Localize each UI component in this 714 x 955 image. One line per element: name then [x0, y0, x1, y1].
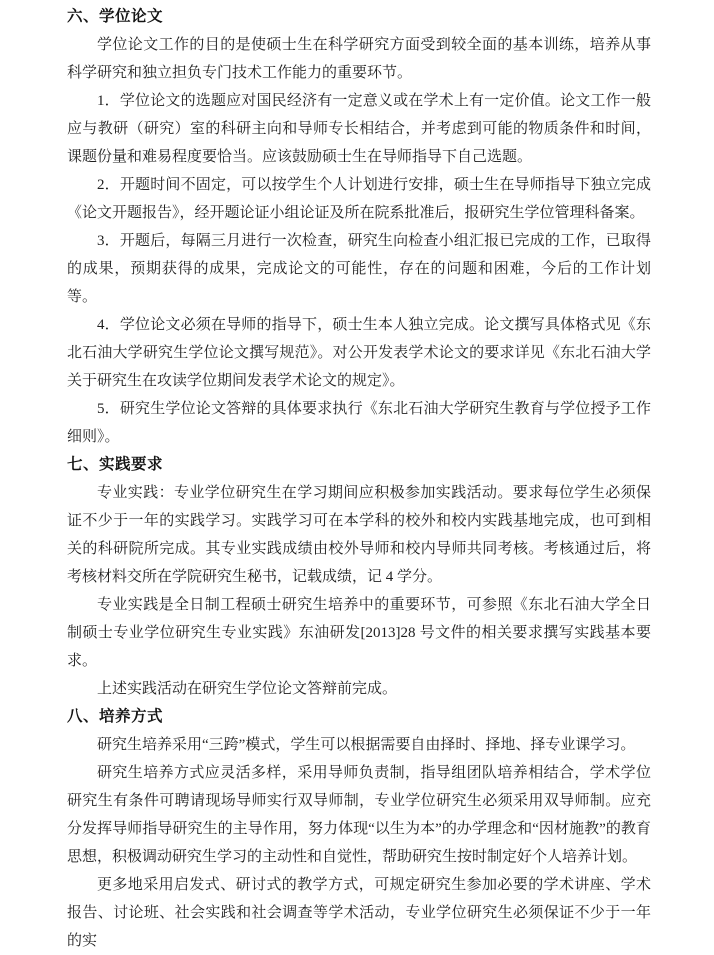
practice-fulltime-engineering-paragraph: 专业实践是全日制工程硕士研究生培养中的重要环节，可参照《东北石油大学全日制硕士专业学位研究生专业实践》东油研发[2013]28 号文件的相关要求撰写实践基本要求。 — [67, 597, 651, 669]
thesis-purpose-paragraph: 学位论文工作的目的是使硕士生在科学研究方面受到较全面的基本训练，培养从事科学研究和独立担负专门技术工作能力的重要环节。 — [67, 37, 651, 81]
thesis-item-1-topic-selection: 1．学位论文的选题应对国民经济有一定意义或在学术上有一定价值。论文工作一般应与教研（研究）室的科研主向和导师专长相结合，并考虑到可能的物质条件和时间，课题份量和难易程度要恰当。应该鼓励硕士生在导师指导下自己选题。 — [67, 93, 651, 165]
training-three-span-model-paragraph: 研究生培养采用“三跨”模式，学生可以根据需要自由择时、择地、择专业课学习。 — [97, 737, 636, 753]
section-heading-training-mode: 八、培养方式 — [67, 708, 164, 725]
practice-professional-paragraph: 专业实践：专业学位研究生在学习期间应积极参加实践活动。要求每位学生必须保证不少于一年的实践学习。实践学习可在本学科的校外和校内实践基地完成，也可到相关的科研院所完成。其专业实践成绩由校外导师和校内导师共同考核。考核通过后，将考核材料交所在学院研究生秘书，记载成绩，记 4 学分。 — [67, 485, 651, 585]
practice-deadline-paragraph: 上述实践活动在研究生学位论文答辩前完成。 — [97, 681, 398, 697]
section-practice-requirements — [67, 451, 651, 703]
thesis-item-3-progress-checks: 3．开题后，每隔三月进行一次检查，研究生向检查小组汇报已完成的工作，已取得的成果，预期获得的成果，完成论文的可能性，存在的问题和困难，今后的工作计划等。 — [67, 233, 651, 305]
section-degree-thesis — [67, 3, 651, 451]
training-teaching-methods-paragraph: 更多地采用启发式、研讨式的教学方式，可规定研究生参加必要的学术讲座、学术报告、讨论班、社会实践和社会调查等学术活动，专业学位研究生必须保证不少于一年的实 — [67, 877, 651, 949]
thesis-item-2-proposal-timing: 2．开题时间不固定，可以按学生个人计划进行安排，硕士生在导师指导下独立完成《论文开题报告》，经开题论证小组论证及所在院系批准后，报研究生学位管理科备案。 — [67, 177, 651, 221]
section-heading-degree-thesis: 六、学位论文 — [67, 8, 164, 25]
thesis-item-4-writing-format: 4．学位论文必须在导师的指导下，硕士生本人独立完成。论文撰写具体格式见《东北石油大学研究生学位论文撰写规范》。对公开发表学术论文的要求详见《东北石油大学关于研究生在攻读学位期间发表学术论文的规定》。 — [67, 317, 651, 389]
training-supervisor-system-paragraph: 研究生培养方式应灵活多样，采用导师负责制，指导组团队培养相结合，学术学位研究生有条件可聘请现场导师实行双导师制，专业学位研究生必须采用双导师制。应充分发挥导师指导研究生的主导作用，努力体现“以生为本”的办学理念和“因材施教”的教育思想，积极调动研究生学习的主动性和自觉性，帮助研究生按时制定好个人培养计划。 — [67, 765, 651, 865]
thesis-item-5-defense-requirements: 5．研究生学位论文答辩的具体要求执行《东北石油大学研究生教育与学位授予工作细则》。 — [67, 401, 651, 445]
section-training-mode — [67, 703, 651, 955]
section-heading-practice-requirements: 七、实践要求 — [67, 456, 164, 473]
